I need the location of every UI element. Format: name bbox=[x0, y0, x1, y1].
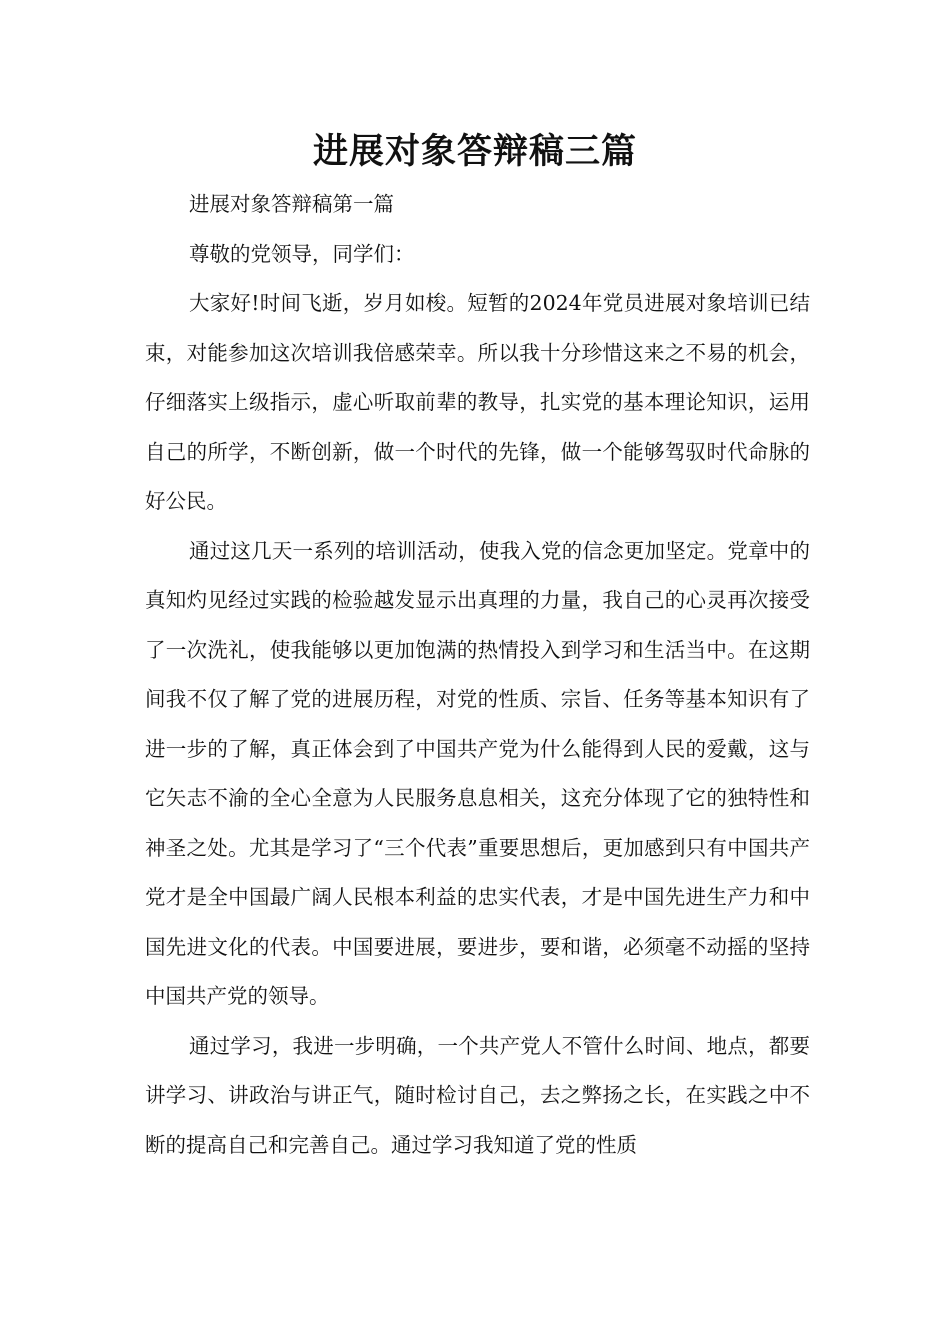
body-paragraph: 大家好!时间飞逝，岁月如梭。短暂的2024年党员进展对象培训已结束，对能参加这次培训我倍感荣幸。所以我十分珍惜这来之不易的机会，仔细落实上级指示，虚心听取前辈的教导，扎实党的基本理论知识，运用自己的所学，不断创新，做一个时代的先锋，做一个能够驾驭时代命脉的好公民。 bbox=[145, 291, 810, 513]
body-paragraph: 通过学习，我进一步明确，一个共产党人不管什么时间、地点，都要讲学习、讲政治与讲正气，随时检讨自己，去之弊扬之长，在实践之中不断的提高自己和完善自己。通过学习我知道了党的性质 bbox=[145, 1033, 810, 1157]
section-heading: 进展对象答辩稿第一篇 bbox=[189, 192, 394, 216]
body-paragraph: 通过这几天一系列的培训活动，使我入党的信念更加坚定。党章中的真知灼见经过实践的检验越发显示出真理的力量，我自己的心灵再次接受了一次洗礼，使我能够以更加饱满的热情投入到学习和生活当中。在这期间我不仅了解了党的进展历程，对党的性质、宗旨、任务等基本知识有了进一步的了解，真正体会到了中国共产党为什么能得到人民的爱戴，这与它矢志不渝的全心全意为人民服务息息相关，这充分体现了它的独特性和神圣之处。尤其是学习了“三个代表”重要思想后，更加感到只有中国共产党才是全中国最广阔人民根本利益的忠实代表，才是中国先进生产力和中国先进文化的代表。中国要进展，要进步，要和谐，必须毫不动摇的坚持中国共产党的领导。 bbox=[145, 538, 810, 1008]
document-title: 进展对象答辩稿三篇 bbox=[312, 132, 637, 172]
document-body bbox=[145, 180, 810, 1170]
salutation: 尊敬的党领导，同学们： bbox=[189, 241, 415, 266]
